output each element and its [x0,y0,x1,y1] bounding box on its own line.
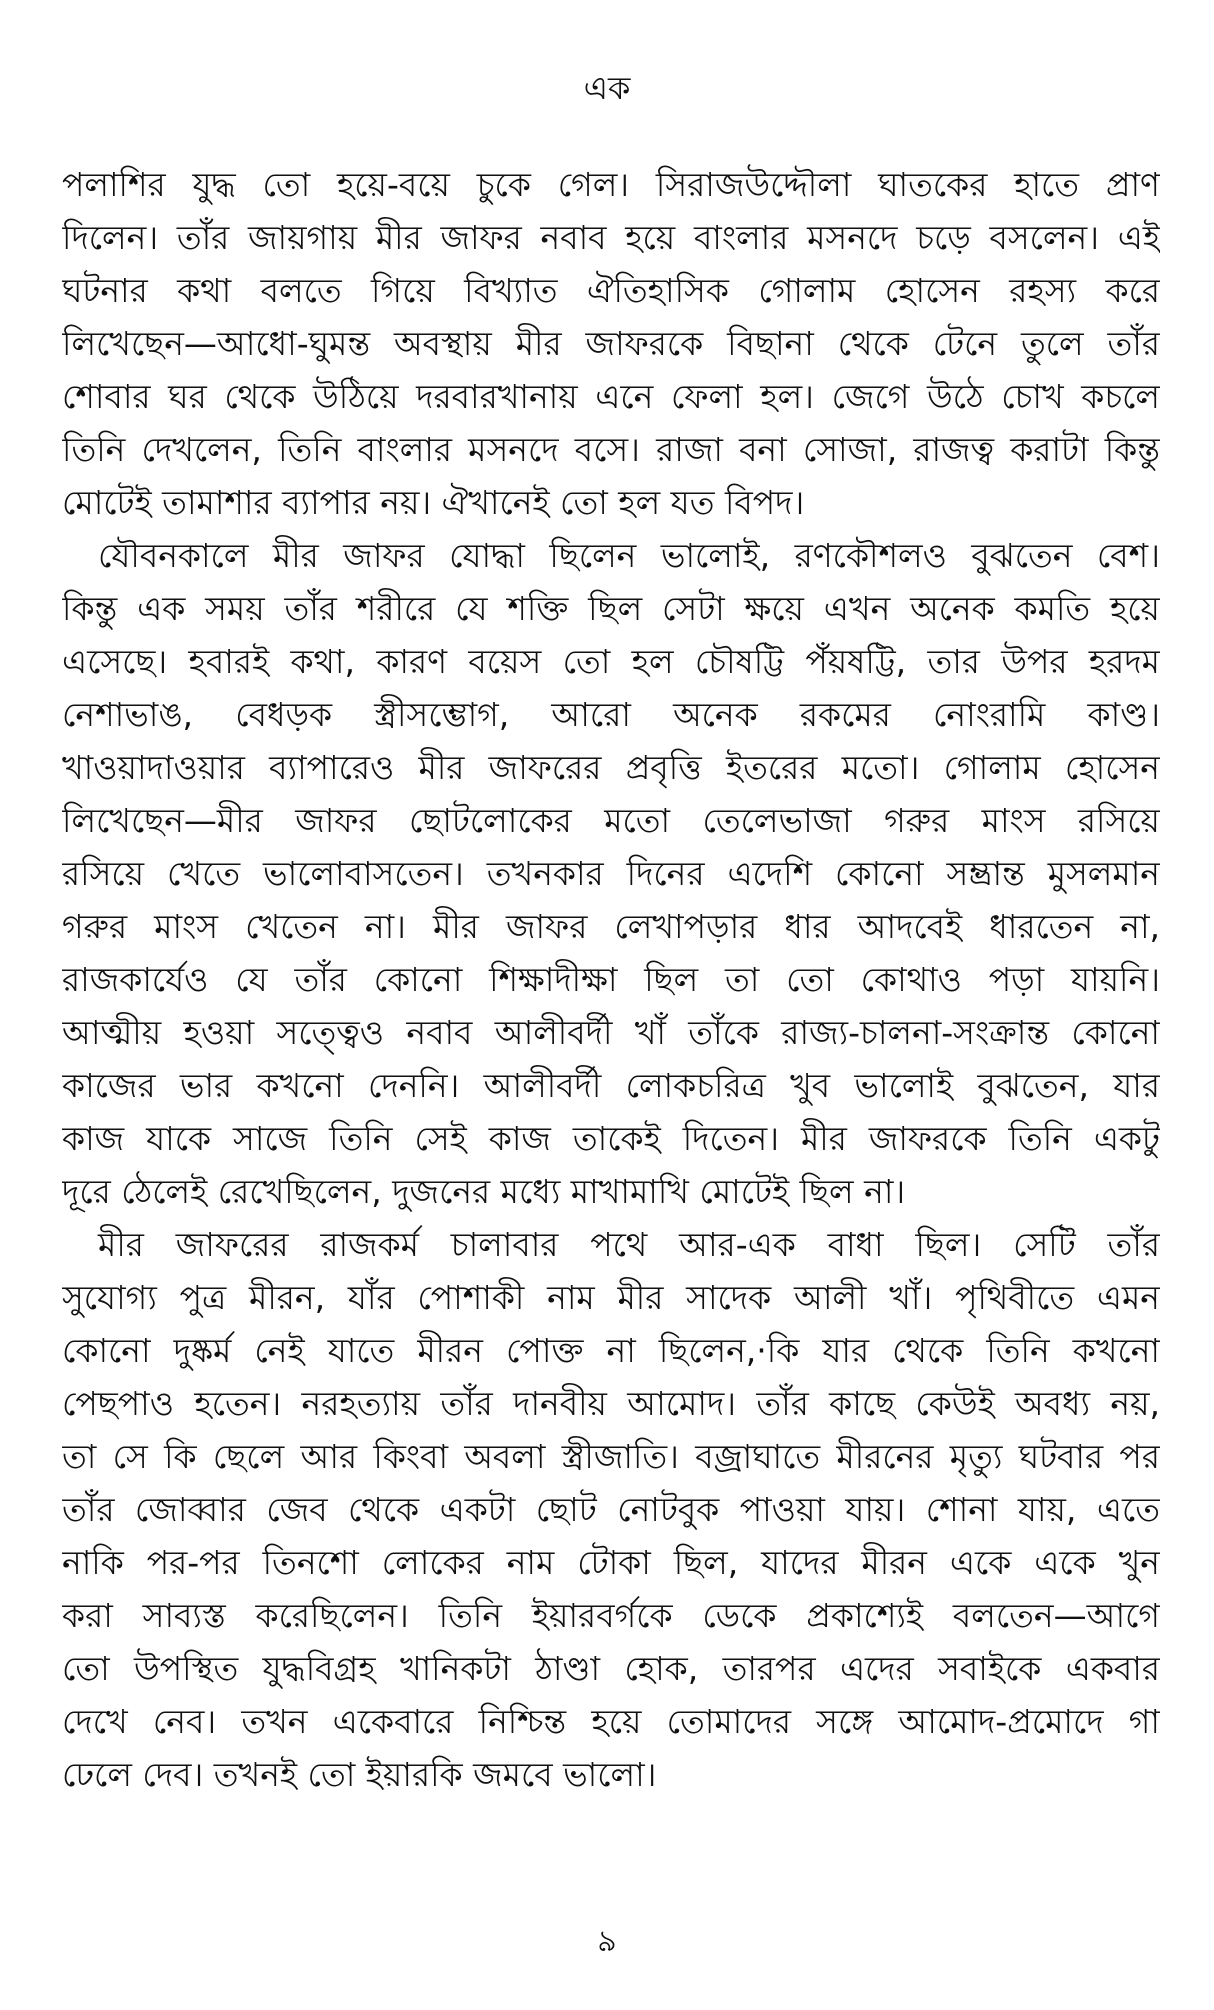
text-line: লিখেছেন—আধো-ঘুমন্ত অবস্থায় মীর জাফরকে বিছানা থেকে টেনে তুলে তাঁর [62,324,1160,363]
text-line: যৌবনকালে মীর জাফর যোদ্ধা ছিলেন ভালোই, রণকৌশলও বুঝতেন বেশ। [98,536,1160,575]
text-line: পলাশির যুদ্ধ তো হয়ে-বয়ে চুকে গেল। সিরাজউদ্দৌলা ঘাতকের হাতে প্রাণ [62,165,1160,204]
text-line: তাঁর জোব্বার জেব থেকে একটা ছোট নোটবুক পাওয়া যায়। শোনা যায়, এতে [62,1490,1160,1529]
text-line: কিন্তু এক সময় তাঁর শরীরে যে শক্তি ছিল সেটা ক্ষয়ে এখন অনেক কমতি হয়ে [62,589,1160,628]
paragraph [62,158,1160,529]
text-line: কাজের ভার কখনো দেননি। আলীবর্দী লোকচরিত্র খুব ভালোই বুঝতেন, যার [62,1066,1160,1105]
text-line: লিখেছেন—মীর জাফর ছোটলোকের মতো তেলেভাজা গরুর মাংস রসিয়ে [62,801,1160,840]
text-line: কাজ যাকে সাজে তিনি সেই কাজ তাকেই দিতেন। মীর জাফরকে তিনি একটু [62,1119,1160,1158]
text-line: ঘটনার কথা বলতে গিয়ে বিখ্যাত ঐতিহাসিক গোলাম হোসেন রহস্য করে [62,271,1160,310]
text-line: তা সে কি ছেলে আর কিংবা অবলা স্ত্রীজাতি। বজ্রাঘাতে মীরনের মৃত্যু ঘটবার পর [62,1437,1160,1476]
text-line: রাজকার্যেও যে তাঁর কোনো শিক্ষাদীক্ষা ছিল তা তো কোথাও পড়া যায়নি। [62,960,1160,999]
text-line: পেছপাও হতেন। নরহত্যায় তাঁর দানবীয় আমোদ। তাঁর কাছে কেউই অবধ্য নয়, [62,1384,1160,1423]
text-line: গরুর মাংস খেতেন না। মীর জাফর লেখাপড়ার ধার আদবেই ধারতেন না, [62,907,1160,946]
text-line: রসিয়ে খেতে ভালোবাসতেন। তখনকার দিনের এদেশি কোনো সম্ভ্রান্ত মুসলমান [62,854,1160,893]
text-line: কোনো দুষ্কর্ম নেই যাতে মীরন পোক্ত না ছিলেন,·কি যার থেকে তিনি কখনো [62,1331,1160,1370]
text-line: দেখে নেব। তখন একেবারে নিশ্চিন্ত হয়ে তোমাদের সঙ্গে আমোদ-প্রমোদে গা [62,1702,1160,1741]
text-line: শোবার ঘর থেকে উঠিয়ে দরবারখানায় এনে ফেলা হল। জেগে উঠে চোখ কচলে [62,377,1160,416]
text-line: নেশাভাঙ, বেধড়ক স্ত্রীসম্ভোগ, আরো অনেক রকমের নোংরামি কাণ্ড। [62,695,1160,734]
paragraph [62,1218,1160,1801]
text-line: মোটেই তামাশার ব্যাপার নয়। ঐখানেই তো হল যত বিপদ। [62,483,805,522]
chapter-title: এক [583,69,631,107]
text-line: আত্মীয় হওয়া সত্ত্বেও নবাব আলীবর্দী খাঁ তাঁকে রাজ্য-চালনা-সংক্রান্ত কোনো [62,1013,1160,1052]
text-line: খাওয়াদাওয়ার ব্যাপারেও মীর জাফরের প্রবৃত্তি ইতরের মতো। গোলাম হোসেন [62,748,1160,787]
text-line: ঢেলে দেব। তখনই তো ইয়ারকি জমবে ভালো। [62,1755,657,1794]
text-line: নাকি পর-পর তিনশো লোকের নাম টোকা ছিল, যাদের মীরন একে একে খুন [62,1543,1160,1582]
text-line: তো উপস্থিত যুদ্ধবিগ্রহ খানিকটা ঠাণ্ডা হোক, তারপর এদের সবাইকে একবার [62,1649,1160,1688]
text-line: দূরে ঠেলেই রেখেছিলেন, দুজনের মধ্যে মাখামাখি মোটেই ছিল না। [62,1172,906,1211]
body-text [62,158,1160,1801]
text-line: সুযোগ্য পুত্র মীরন, যাঁর পোশাকী নাম মীর সাদেক আলী খাঁ। পৃথিবীতে এমন [62,1278,1160,1317]
text-line: দিলেন। তাঁর জায়গায় মীর জাফর নবাব হয়ে বাংলার মসনদে চড়ে বসলেন। এই [62,218,1160,257]
page-number: ৯ [597,1924,617,1959]
text-line: এসেছে। হবারই কথা, কারণ বয়েস তো হল চৌষট্টি পঁয়ষট্টি, তার উপর হরদম [62,642,1160,681]
text-line: মীর জাফরের রাজকর্ম চালাবার পথে আর-এক বাধা ছিল। সেটি তাঁর [98,1225,1160,1264]
paragraph [62,529,1160,1218]
text-line: তিনি দেখলেন, তিনি বাংলার মসনদে বসে। রাজা বনা সোজা, রাজত্ব করাটা কিন্তু [62,430,1160,469]
text-line: করা সাব্যস্ত করেছিলেন। তিনি ইয়ারবর্গকে ডেকে প্রকাশ্যেই বলতেন—আগে [62,1596,1160,1635]
